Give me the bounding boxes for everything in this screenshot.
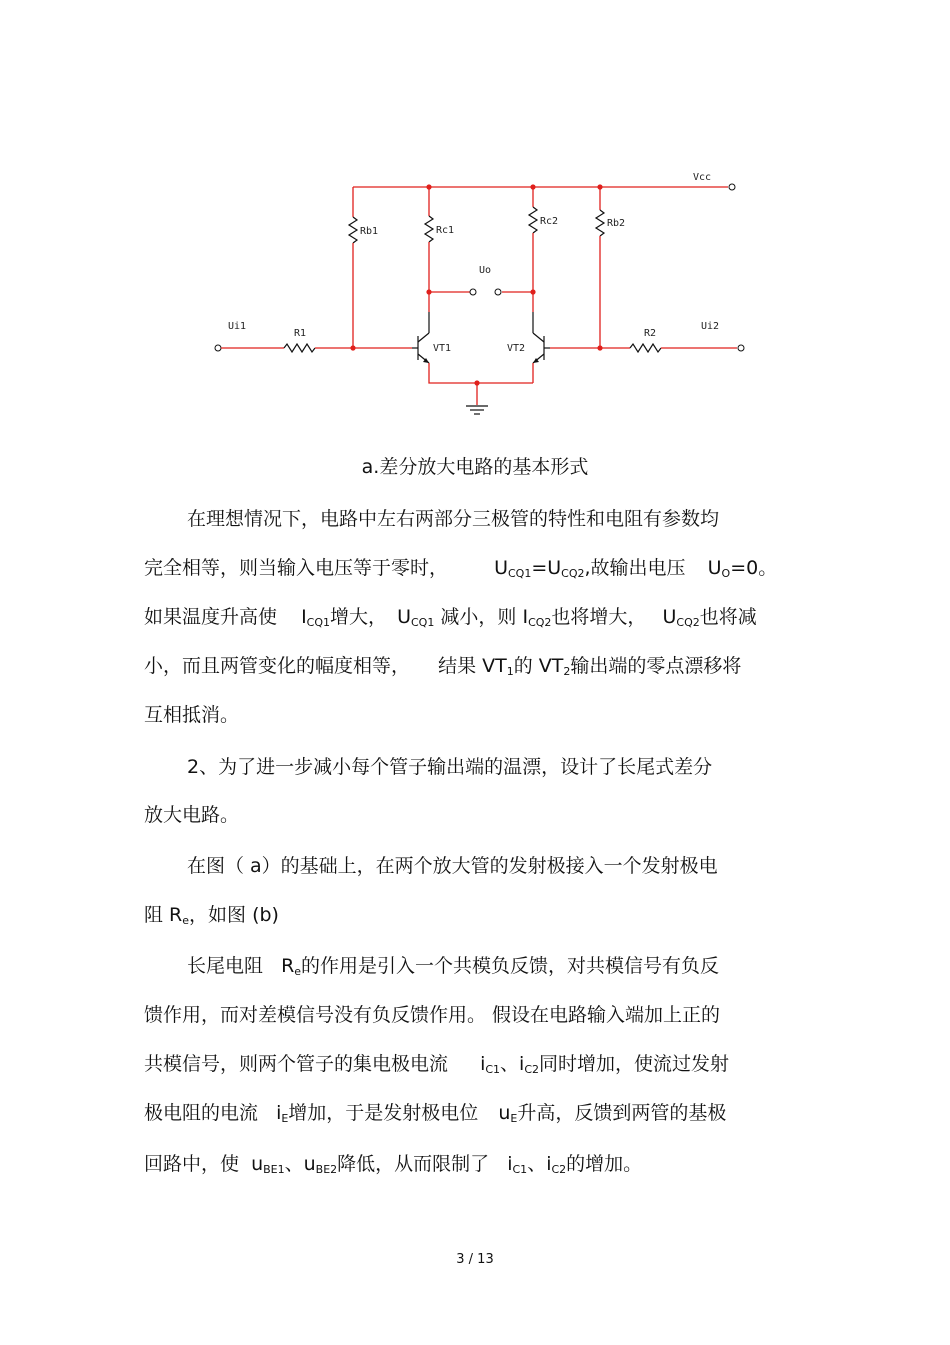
p4-l4-text2: 增加，于是发射极电位 — [288, 1102, 479, 1124]
rb2-label: Rb2 — [607, 218, 626, 229]
ui2-terminal — [738, 345, 744, 351]
p4-l5-text2: 降低，从而限制了 — [337, 1153, 490, 1175]
figure-caption: a.差分放大电路的基本形式 — [361, 456, 589, 478]
p4-l4-text3: 升高，反馈到两管的基极 — [517, 1102, 727, 1124]
vt1-ref: 结果 VT — [438, 655, 507, 677]
page-number: 3 / 13 — [456, 1252, 494, 1267]
p4-l1-text: 长尾电阻 — [187, 955, 264, 977]
p2-line2: 放大电路。 — [144, 804, 240, 826]
ui1-terminal — [215, 345, 221, 351]
p4-l5-text3: 的增加。 — [566, 1153, 643, 1175]
vt1-label: VT1 — [433, 343, 452, 354]
p4-l4-text: 极电阻的电流 — [144, 1102, 259, 1124]
rc2-label: Rc2 — [540, 216, 559, 227]
p3-l2-text: ，如图 (b) — [189, 904, 279, 926]
p2-line1: 2、为了进一步减小每个管子输出端的温漂，设计了长尾式差分 — [187, 756, 713, 778]
p1-l2-text2: ,故输出电压 — [584, 557, 686, 579]
p4-line3 — [144, 1052, 729, 1082]
ic2-symbol: 、$i_{C2}$ — [500, 1053, 539, 1076]
r2-resistor — [630, 344, 661, 352]
p1-line4: 小，而且两管变化的幅度相等， 结果 $VT_1$的 $VT_2$输出端的零点漂移将 — [144, 655, 742, 678]
rb2-resistor — [596, 210, 604, 236]
vcc-terminal — [729, 184, 735, 190]
p4-line5 — [144, 1152, 642, 1182]
differential-amplifier-circuit — [0, 0, 950, 430]
ube1-symbol: $u_{BE1}$ — [251, 1153, 285, 1176]
p4-l1-text2: 的作用是引入一个共模负反馈，对共模信号有负反 — [301, 955, 720, 977]
p1-line2 — [144, 556, 777, 586]
re-symbol-2: $R_e$ — [281, 955, 302, 978]
vt2-label: VT2 — [507, 343, 526, 354]
vt2-transistor — [533, 312, 550, 363]
icq1-symbol: $I_{CQ1}$ — [301, 606, 331, 629]
p4-line1 — [187, 954, 719, 984]
p1-line5: 互相抵消。 — [144, 704, 240, 726]
ic2-symbol-2: 、$i_{C2}$ — [527, 1153, 567, 1176]
p4-l5-text: 回路中，使 — [144, 1153, 240, 1175]
p4-l3-text: 共模信号，则两个管子的集电极电流 — [144, 1053, 449, 1075]
re-symbol: 阻 R — [144, 904, 183, 926]
p1-l3-text5: 也将减 — [699, 606, 757, 628]
p3-line1: 在图（ a）的基础上，在两个放大管的发射极接入一个发射极电 — [187, 855, 718, 877]
p1-l4-text2: 输出端的零点漂移将 — [570, 655, 742, 677]
icq2-symbol: $I_{CQ2}$ — [522, 606, 552, 629]
ui1-label: Ui1 — [228, 321, 247, 332]
ucq2-symbol-2: $U_{CQ2}$ — [662, 606, 700, 629]
ie-symbol: $i_E$ — [276, 1102, 289, 1125]
p1-line1: 在理想情况下，电路中左右两部分三极管的特性和电阻有参数均 — [187, 508, 720, 530]
uo-symbol: $U_O$ — [707, 557, 731, 580]
junction-rb1-base — [350, 345, 355, 350]
ui2-label: Ui2 — [701, 321, 720, 332]
p1-l3-text4: 也将增大， — [551, 606, 647, 628]
p4-line4 — [144, 1101, 726, 1131]
p1-l3-text2: 增大， — [330, 606, 388, 628]
ground-symbol — [466, 406, 488, 414]
p4-line2: 馈作用，而对差模信号没有负反馈作用。 假设在电路输入端加上正的 — [144, 1004, 721, 1026]
rb1-resistor — [349, 217, 357, 243]
rb1-label: Rb1 — [360, 226, 379, 237]
vcc-label: Vcc — [693, 172, 712, 183]
ic1-symbol-2: $i_{C1}$ — [507, 1153, 528, 1176]
p4-l3-text2: 同时增加，使流过发射 — [539, 1053, 730, 1075]
ube2-symbol: 、$u_{BE2}$ — [284, 1153, 338, 1176]
ucq1-symbol: $U_{CQ1}$ — [494, 557, 532, 580]
rc1-resistor — [425, 216, 433, 242]
uo-label: Uo — [479, 265, 492, 276]
vt2-ref: 的 VT — [513, 655, 564, 677]
ucq2-symbol: $=U_{CQ2}$ — [531, 557, 585, 580]
p1-l2-text: 完全相等，则当输入电压等于零时， — [144, 557, 449, 579]
p1-line3 — [144, 605, 757, 635]
uo-right-terminal — [495, 289, 501, 295]
vt1-transistor — [412, 312, 429, 363]
p1-l3-text3: 减小，则 — [440, 606, 517, 628]
vt1-emitter-wire — [429, 363, 533, 383]
r1-label: R1 — [294, 328, 307, 339]
ic1-symbol: $i_{C1}$ — [480, 1053, 501, 1076]
p3-line2: 阻 $R_e$，如图 (b) — [144, 904, 279, 927]
r2-label: R2 — [644, 328, 657, 339]
rc2-resistor — [529, 207, 537, 233]
p1-l4-text: 小，而且两管变化的幅度相等， — [144, 655, 411, 677]
uo-left-terminal — [470, 289, 476, 295]
ue-symbol: $u_E$ — [498, 1102, 518, 1125]
p1-l2-text3: =0。 — [730, 557, 778, 579]
ucq1-symbol-2: $U_{CQ1}$ — [397, 606, 435, 629]
p1-l3-text: 如果温度升高使 — [144, 606, 278, 628]
rc1-label: Rc1 — [436, 225, 455, 236]
junction-rb2-base — [597, 345, 602, 350]
r1-resistor — [284, 344, 315, 352]
